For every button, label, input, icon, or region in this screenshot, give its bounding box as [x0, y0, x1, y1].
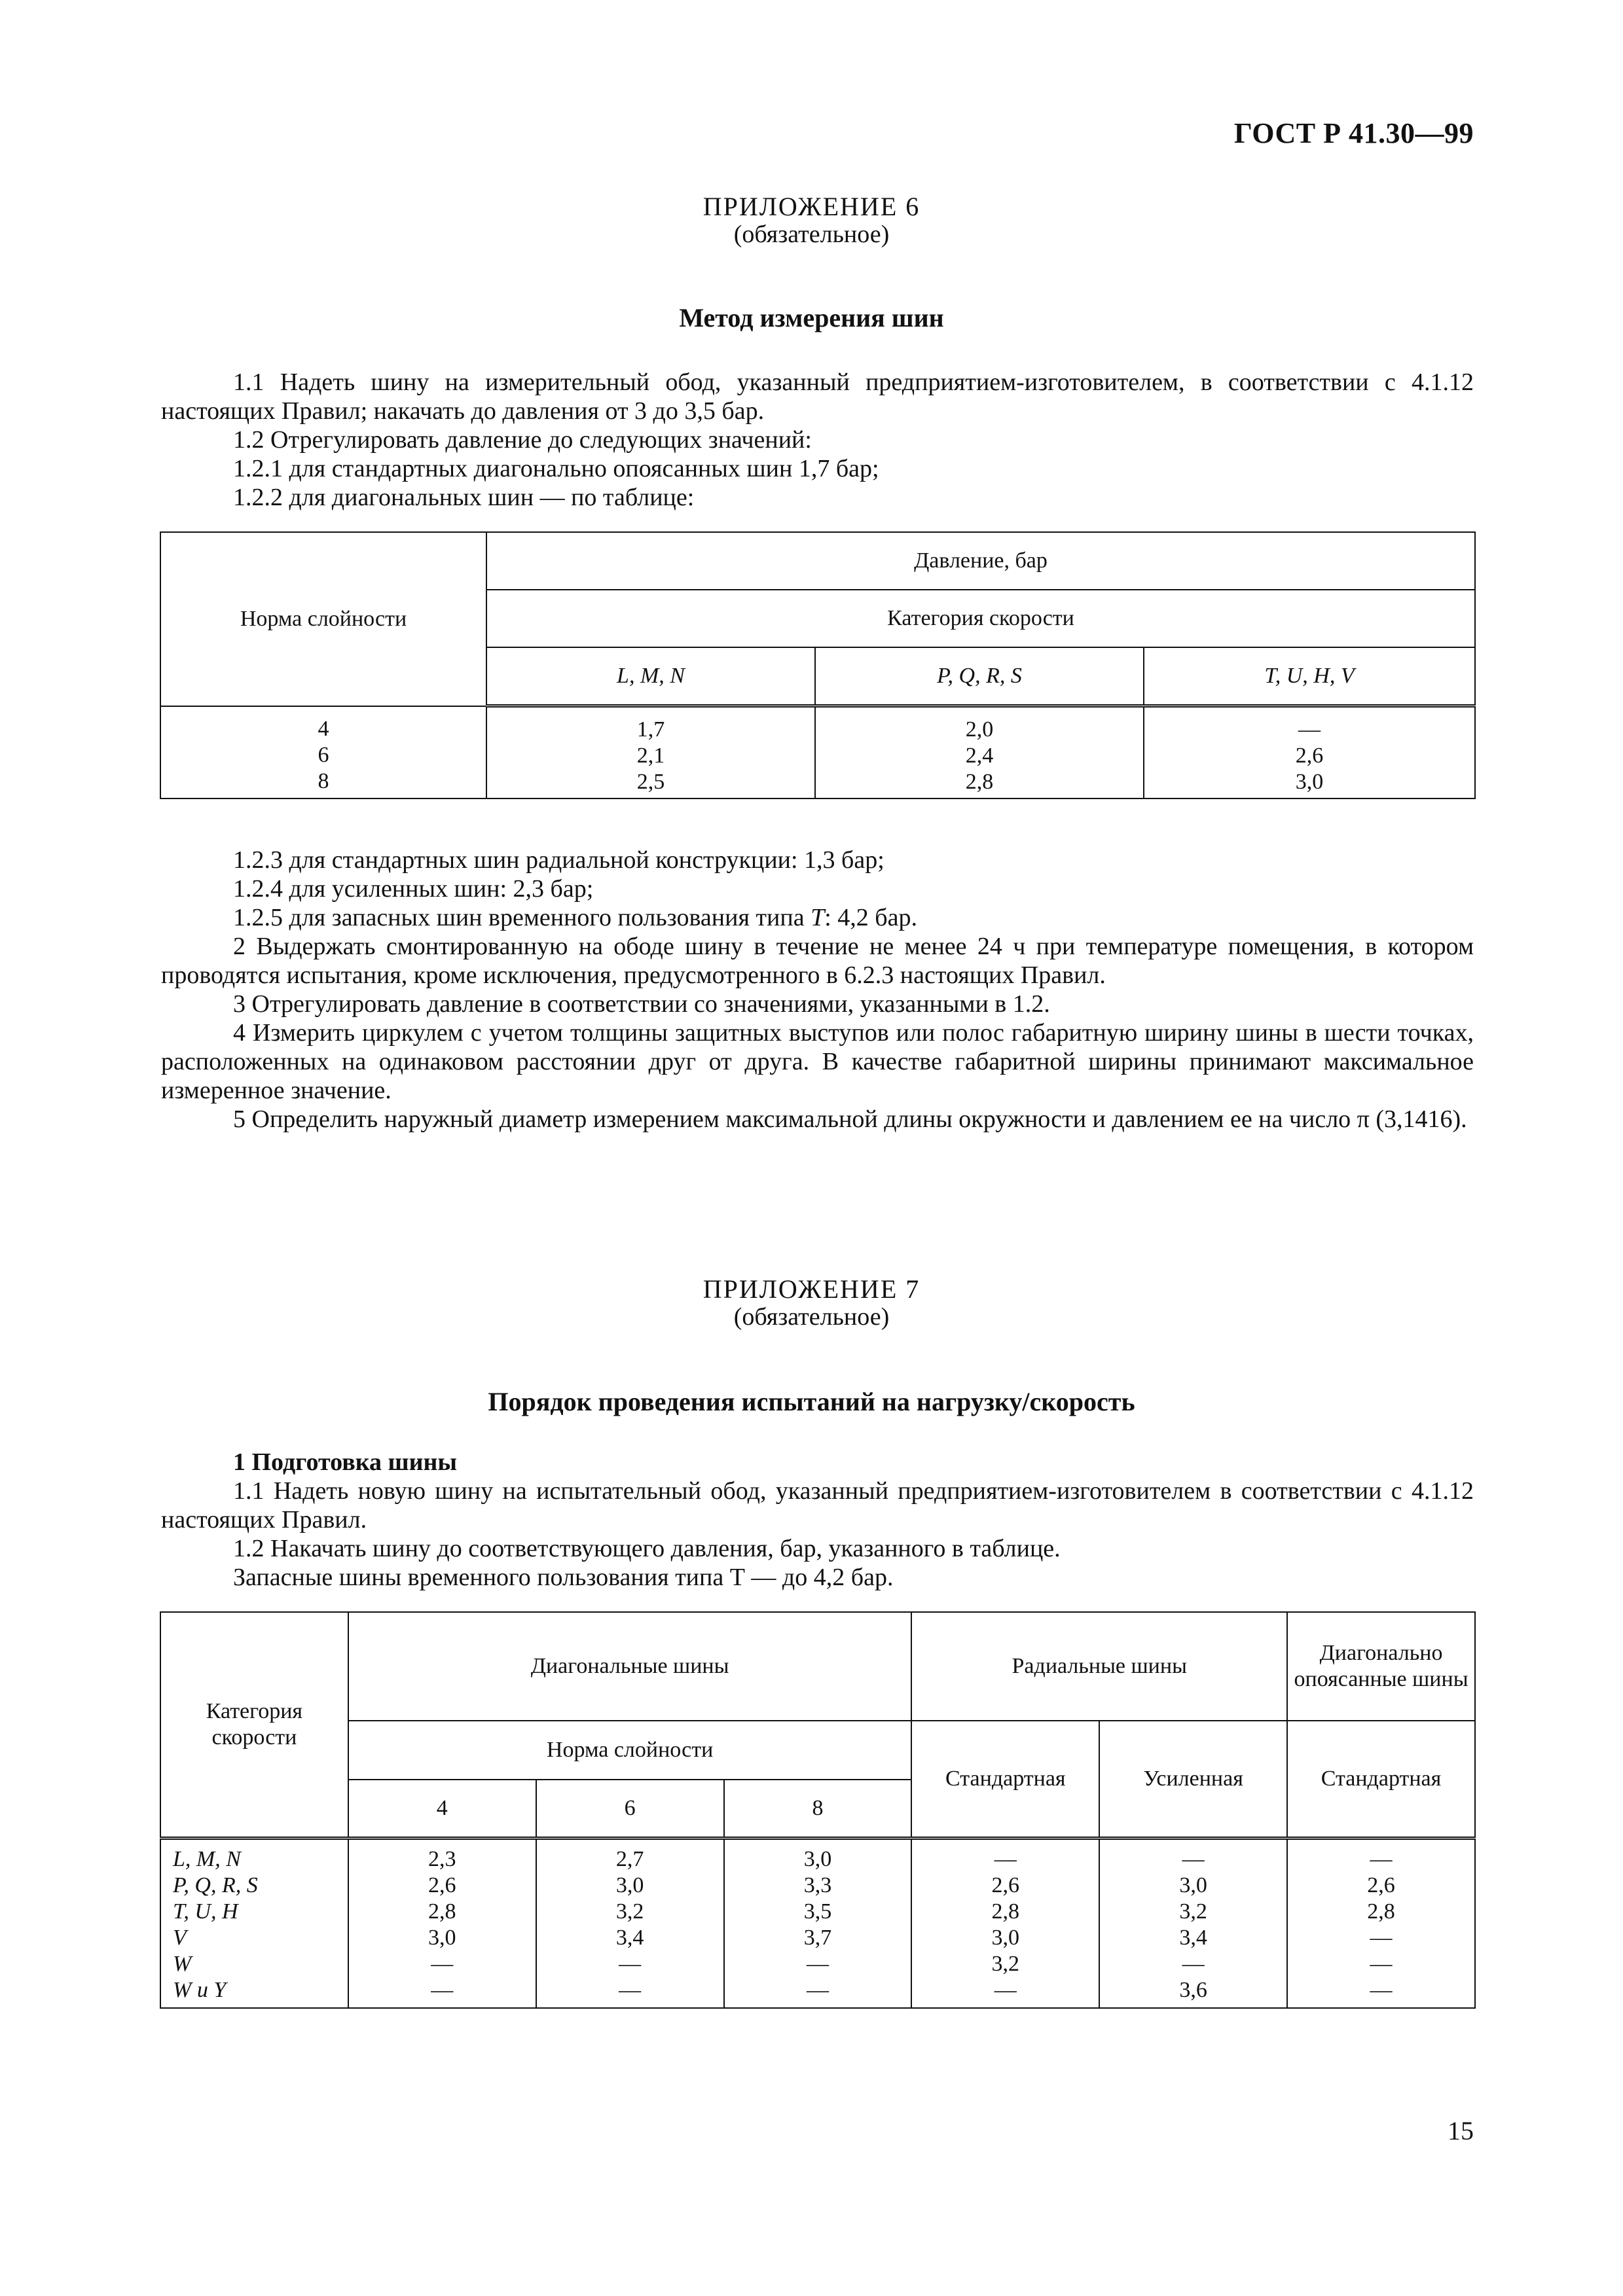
paragraph: 1.2 Отрегулировать давление до следующих значений: [233, 426, 812, 454]
table-header-speed: Категория скорости [486, 590, 1475, 647]
table-cell-radial-standard: — 2,6 2,8 3,0 3,2 — [911, 1839, 1099, 2009]
paragraph: 1.2.5 для запасных шин временного пользования типа T: 4,2 бар. [233, 904, 917, 931]
table-header-speed-category: Категория скорости [160, 1612, 348, 1839]
table-header-radial: Радиальные шины [911, 1612, 1287, 1721]
table-cell-speed-categories: L, M, N P, Q, R, S T, U, H V W W и Y [160, 1839, 348, 2009]
table-cell-diag4: 2,3 2,6 2,8 3,0 — — [348, 1839, 536, 2009]
table-header-ply: Норма слойности [348, 1721, 912, 1780]
paragraph: 3 Отрегулировать давление в соответствии со значениями, указанными в 1.2. [233, 990, 1050, 1018]
paragraph: 1.2 Накачать шину до соответствующего давления, бар, указанного в таблице. [233, 1535, 1061, 1562]
appendix6-body [161, 846, 1474, 1134]
table-header-diagonal-belted: Диагонально опоясанные шины [1287, 1612, 1475, 1721]
appendix7-title: ПРИЛОЖЕНИЕ 7 [702, 1274, 921, 1304]
appendix6-heading: Метод измерения шин [679, 303, 944, 332]
table-cell-ply: 4 6 8 [160, 706, 486, 799]
appendix7-intro [161, 1448, 1474, 1592]
table-cell-belted-standard: — 2,6 2,8 — — — [1367, 1847, 1395, 2002]
paragraph: 4 Измерить циркулем с учетом толщины защитных выступов или полос габаритную ширину шины в шести точках, расположенных на одинаковом расстоянии друг от друга. В качестве габаритной ширины принимают максимальное измеренное значение. [161, 1019, 1474, 1104]
paragraph: Запасные шины временного пользования типа Т — до 4,2 бар. [233, 1564, 894, 1591]
table-header-diagonal: Диагональные шины [348, 1612, 912, 1721]
paragraph: 1.2.3 для стандартных шин радиальной конструкции: 1,3 бар; [233, 846, 884, 874]
pressure-table-speed [160, 1611, 1476, 2009]
appendix7-subtitle: (обязательное) [733, 1303, 890, 1331]
appendix6-title: ПРИЛОЖЕНИЕ 6 [702, 192, 921, 221]
table-header-pressure: Давление, бар [486, 532, 1475, 590]
subheading: 1 Подготовка шины [233, 1448, 458, 1476]
document-code: ГОСТ Р 41.30—99 [1233, 117, 1474, 149]
table-row [160, 1839, 1475, 2009]
table-header-ply-value: 6 [536, 1780, 724, 1839]
table-header-standard: Стандартная [1287, 1721, 1475, 1839]
table-cell-lmn: 1,7 2,1 2,5 [486, 706, 815, 799]
table-header-reinforced: Усиленная [1099, 1721, 1287, 1839]
table-header-speed-group: L, M, N [486, 647, 815, 706]
table-cell-tuhv: — 2,6 3,0 [1295, 717, 1324, 794]
table-cell-radial-reinforced: — 3,0 3,2 3,4 — 3,6 [1099, 1839, 1287, 2009]
appendix7-heading: Порядок проведения испытаний на нагрузку/скорость [488, 1387, 1135, 1416]
table-cell-diag6: 2,7 3,0 3,2 3,4 — — [536, 1839, 724, 2009]
table-header-ply-value: 4 [348, 1780, 536, 1839]
paragraph: 1.1 Надеть новую шину на испытательный обод, указанный предприятием-изготовителем в соответствии с 4.1.12 настоящих Правил. [161, 1477, 1474, 1534]
table-cell-pqrs: 2,0 2,4 2,8 [815, 706, 1144, 799]
paragraph: 5 Определить наружный диаметр измерением максимальной длины окружности и давлением ее на число π (3,1416). [233, 1105, 1467, 1133]
table-cell-diag8: 3,0 3,3 3,5 3,7 — — [724, 1839, 912, 2009]
paragraph: 1.2.2 для диагональных шин — по таблице: [233, 484, 695, 511]
paragraph: 1.2.1 для стандартных диагонально опоясанных шин 1,7 бар; [233, 455, 879, 482]
table-header-standard: Стандартная [911, 1721, 1099, 1839]
table-header-ply: Норма слойности [160, 532, 486, 706]
pressure-table-diagonal [160, 531, 1476, 799]
appendix6-subtitle: (обязательное) [733, 221, 890, 248]
table-header-ply-value: 8 [724, 1780, 912, 1839]
appendix6-intro [161, 368, 1474, 512]
paragraph: 1.2.4 для усиленных шин: 2,3 бар; [233, 875, 594, 903]
table-header-speed-group: P, Q, R, S [815, 647, 1144, 706]
table-row [160, 706, 1475, 799]
paragraph: 2 Выдержать смонтированную на ободе шину в течение не менее 24 ч при температуре помещения, в котором проводятся испытания, кроме исключения, предусмотренного в 6.2.3 настоящих Правил. [161, 933, 1474, 989]
paragraph: 1.1 Надеть шину на измерительный обод, указанный предприятием-изготовителем, в соответствии с 4.1.12 настоящих Правил; накачать до давления от 3 до 3,5 бар. [161, 368, 1474, 425]
page-number: 15 [1448, 2116, 1474, 2145]
table-header-speed-group: T, U, H, V [1144, 647, 1475, 706]
